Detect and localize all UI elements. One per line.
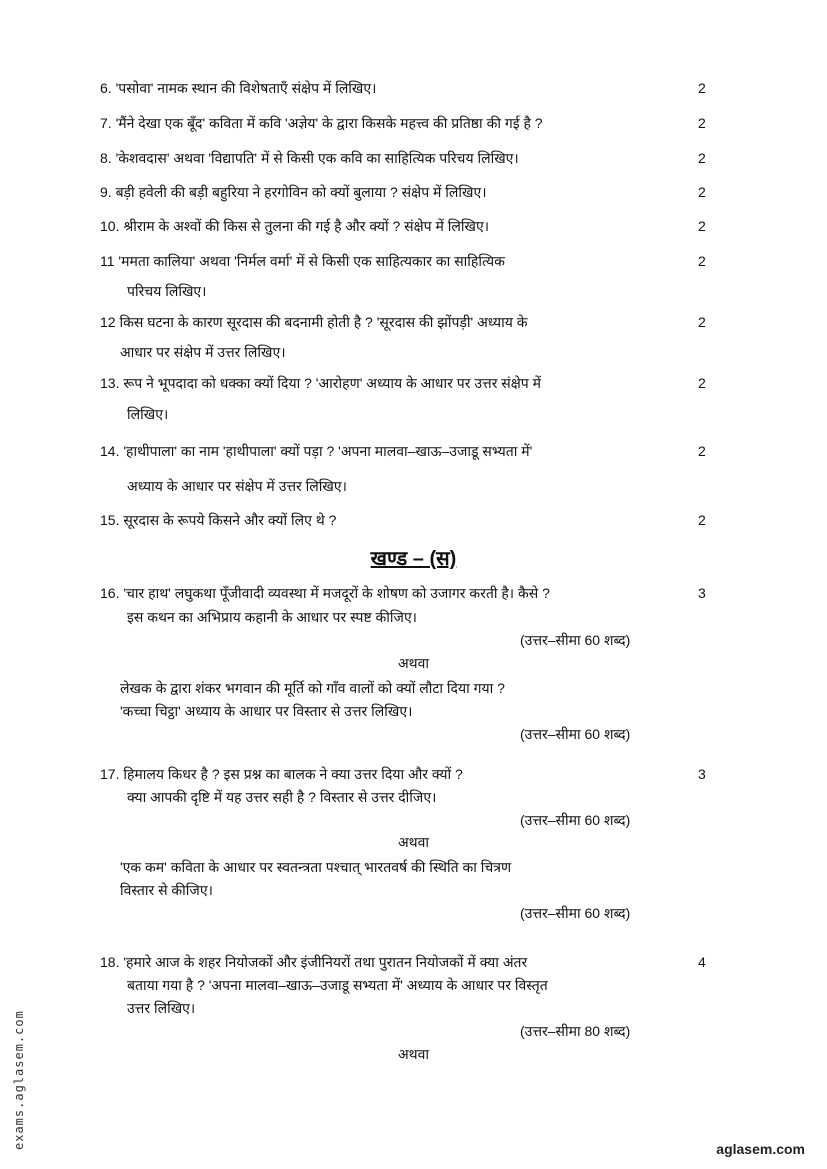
question-text: 16. 'चार हाथ' लघुकथा पूँजीवादी व्यवस्था में मजदूरों के शोषण को उजागर करती है। कैसे ? xyxy=(100,585,550,601)
question-text: 'कच्चा चिट्ठा' अध्याय के आधार पर विस्तार से उत्तर लिखिए। xyxy=(120,703,413,719)
marks: 2 xyxy=(698,253,706,269)
marks: 2 xyxy=(698,375,706,391)
question-text: 15. सूरदास के रूपये किसने और क्यों लिए थे ? xyxy=(100,512,337,528)
marks: 2 xyxy=(698,512,706,528)
word-limit: (उत्तर–सीमा 60 शब्द) xyxy=(520,812,631,828)
question-text: 9. बड़ी हवेली की बड़ी बहुरिया ने हरगोविन को क्यों बुलाया ? संक्षेप में लिखिए। xyxy=(100,184,487,200)
section-heading: खण्ड – (स) xyxy=(370,548,457,570)
marks: 3 xyxy=(698,585,706,601)
marks: 2 xyxy=(698,80,706,96)
question-text: लेखक के द्वारा शंकर भगवान की मूर्ति को गाँव वालों को क्यों लौटा दिया गया ? xyxy=(120,680,505,696)
question-text: अध्याय के आधार पर संक्षेप में उत्तर लिखिए। xyxy=(127,478,347,494)
watermark: exams.aglasem.com xyxy=(12,1010,26,1150)
question-text: 'एक कम' कविता के आधार पर स्वतन्त्रता पश्चात् भारतवर्ष की स्थिति का चित्रण xyxy=(120,859,512,875)
question-text: आधार पर संक्षेप में उत्तर लिखिए। xyxy=(120,344,286,360)
question-text: 18. 'हमारे आज के शहर नियोजकों और इंजीनियरों तथा पुरातन नियोजकों में क्या अंतर xyxy=(100,954,528,970)
question-text: 6. 'पसोवा' नामक स्थान की विशेषताएँ संक्षेप में लिखिए। xyxy=(100,80,377,96)
question-text: बताया गया है ? 'अपना मालवा–खाऊ–उजाडू सभ्यता में' अध्याय के आधार पर विस्तृत xyxy=(127,977,548,993)
marks: 2 xyxy=(698,218,706,234)
question-text: क्या आपकी दृष्टि में यह उत्तर सही है ? विस्तार से उत्तर दीजिए। xyxy=(127,789,437,805)
question-text: इस कथन का अभिप्राय कहानी के आधार पर स्पष्ट कीजिए। xyxy=(127,609,417,625)
footer-brand: aglasem.com xyxy=(716,1141,805,1157)
question-text: लिखिए। xyxy=(127,406,169,422)
marks: 2 xyxy=(698,184,706,200)
word-limit: (उत्तर–सीमा 60 शब्द) xyxy=(520,905,631,921)
marks: 2 xyxy=(698,115,706,131)
question-text: 13. रूप ने भूपदादा को धक्का क्यों दिया ? 'आरोहण' अध्याय के आधार पर उत्तर संक्षेप में xyxy=(100,375,542,391)
question-text: विस्तार से कीजिए। xyxy=(120,882,213,898)
question-text: 11 'ममता कालिया' अथवा 'निर्मल वर्मा' में से किसी एक साहित्यकार का साहित्यिक xyxy=(100,253,505,269)
or-label: अथवा xyxy=(397,655,430,671)
marks: 2 xyxy=(698,150,706,166)
word-limit: (उत्तर–सीमा 60 शब्द) xyxy=(520,632,631,648)
question-text: 10. श्रीराम के अश्वों की किस से तुलना की गई है और क्यों ? संक्षेप में लिखिए। xyxy=(100,218,490,234)
question-text: 7. 'मैंने देखा एक बूँद' कविता में कवि 'अज्ञेय' के द्वारा किसके महत्त्व की प्रतिष्ठा की गई है ? xyxy=(100,115,543,131)
marks: 2 xyxy=(698,443,706,459)
word-limit: (उत्तर–सीमा 60 शब्द) xyxy=(520,726,631,742)
question-text: 12 किस घटना के कारण सूरदास की बदनामी होती है ? 'सूरदास की झोंपड़ी' अध्याय के xyxy=(100,314,528,330)
marks: 4 xyxy=(698,954,706,970)
question-text: 14. 'हाथीपाला' का नाम 'हाथीपाला' क्यों पड़ा ? 'अपना मालवा–खाऊ–उजाडू सभ्यता में' xyxy=(100,443,533,459)
or-label: अथवा xyxy=(397,1046,430,1062)
question-text: परिचय लिखिए। xyxy=(127,283,207,299)
word-limit: (उत्तर–सीमा 80 शब्द) xyxy=(520,1023,631,1039)
marks: 2 xyxy=(698,314,706,330)
or-label: अथवा xyxy=(397,834,430,850)
marks: 3 xyxy=(698,766,706,782)
question-text: 8. 'केशवदास' अथवा 'विद्यापति' में से किसी एक कवि का साहित्यिक परिचय लिखिए। xyxy=(100,150,519,166)
question-text: उत्तर लिखिए। xyxy=(127,1000,196,1016)
question-text: 17. हिमालय किधर है ? इस प्रश्न का बालक ने क्या उत्तर दिया और क्यों ? xyxy=(100,766,463,782)
